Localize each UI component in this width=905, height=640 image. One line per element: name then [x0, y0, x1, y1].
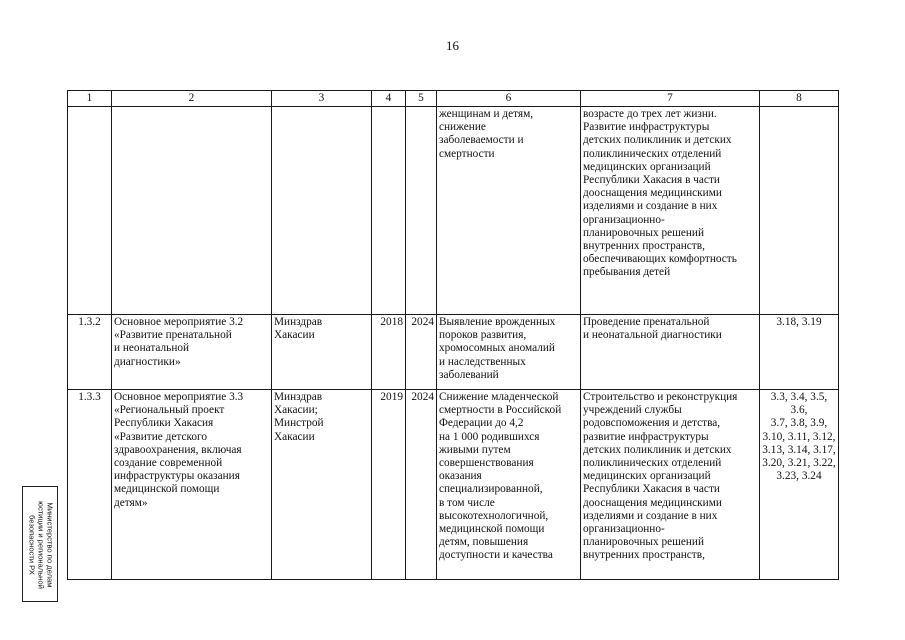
start-year: 2019: [372, 390, 406, 580]
measures-table: [67, 90, 839, 580]
start-year: 2018: [372, 315, 406, 390]
executor: Минздрав Хакасии: [272, 315, 372, 390]
header-cell: 1: [68, 91, 112, 107]
table-row: [68, 315, 839, 390]
header-cell: 2: [112, 91, 272, 107]
header-cell: 7: [581, 91, 760, 107]
expected-result: Выявление врожденных пороков развития, хромосомных аномалий и наследственных заболеваний: [437, 315, 581, 390]
row-number: [68, 107, 112, 315]
indicators: 3.18, 3.19: [760, 315, 839, 390]
expected-result: женщинам и детям, снижение заболеваемости и смертности: [437, 107, 581, 315]
ministry-stamp: [22, 486, 58, 602]
measure-name: [112, 107, 272, 315]
end-year: 2024: [406, 315, 437, 390]
end-year: [406, 107, 437, 315]
header-cell: 3: [272, 91, 372, 107]
measure-name: Основное мероприятие 3.3 «Региональный проект Республики Хакасия «Развитие детского здравоохранения, включая создание современной инфраструктуры оказания медицинской помощи детям»: [112, 390, 272, 580]
header-cell: 4: [372, 91, 406, 107]
row-number: 1.3.3: [68, 390, 112, 580]
measure-content: Строительство и реконструкция учреждений службы родовспоможения и детства, развитие инфраструктуры детских поликлиник и детских поликлинических отделений медицинских организаций Республики Хакасия в части дооснащения медицинскими изделиями и создание в них организационно- планировочных решений внутренних пространств,: [581, 390, 760, 580]
measure-content: Проведение пренатальной и неонатальной диагностики: [581, 315, 760, 390]
table-row: [68, 390, 839, 580]
measure-content: возрасте до трех лет жизни. Развитие инфраструктуры детских поликлиник и детских поликлинических отделений медицинских организаций Республики Хакасия в части дооснащения медицинскими изделиями и создание в них организационно- планировочных решений внутренних пространств, обеспечивающих комфортность пребывания детей: [581, 107, 760, 315]
executor: [272, 107, 372, 315]
end-year: 2024: [406, 390, 437, 580]
indicators: [760, 107, 839, 315]
header-cell: 6: [437, 91, 581, 107]
row-number: 1.3.2: [68, 315, 112, 390]
start-year: [372, 107, 406, 315]
page-number: 16: [446, 38, 459, 53]
indicators: 3.3, 3.4, 3.5, 3.6, 3.7, 3.8, 3.9, 3.10, 3.11, 3.12, 3.13, 3.14, 3.17, 3.20, 3.21, 3.22, 3.23, 3.24: [760, 390, 839, 580]
executor: Минздрав Хакасии; Минстрой Хакасии: [272, 390, 372, 580]
measure-name: Основное мероприятие 3.2 «Развитие пренатальной и неонатальной диагностики»: [112, 315, 272, 390]
header-cell: 5: [406, 91, 437, 107]
stamp-text: Министерство по делам юстиции и региональной безопасности РХ: [27, 501, 55, 589]
table-header-row: [68, 91, 839, 107]
header-cell: 8: [760, 91, 839, 107]
table-row: [68, 107, 839, 315]
expected-result: Снижение младенческой смертности в Российской Федерации до 4,2 на 1 000 родившихся живыми путем совершенствования оказания специализированной, в том числе высокотехнологичной, медицинской помощи детям, повышения доступности и качества: [437, 390, 581, 580]
